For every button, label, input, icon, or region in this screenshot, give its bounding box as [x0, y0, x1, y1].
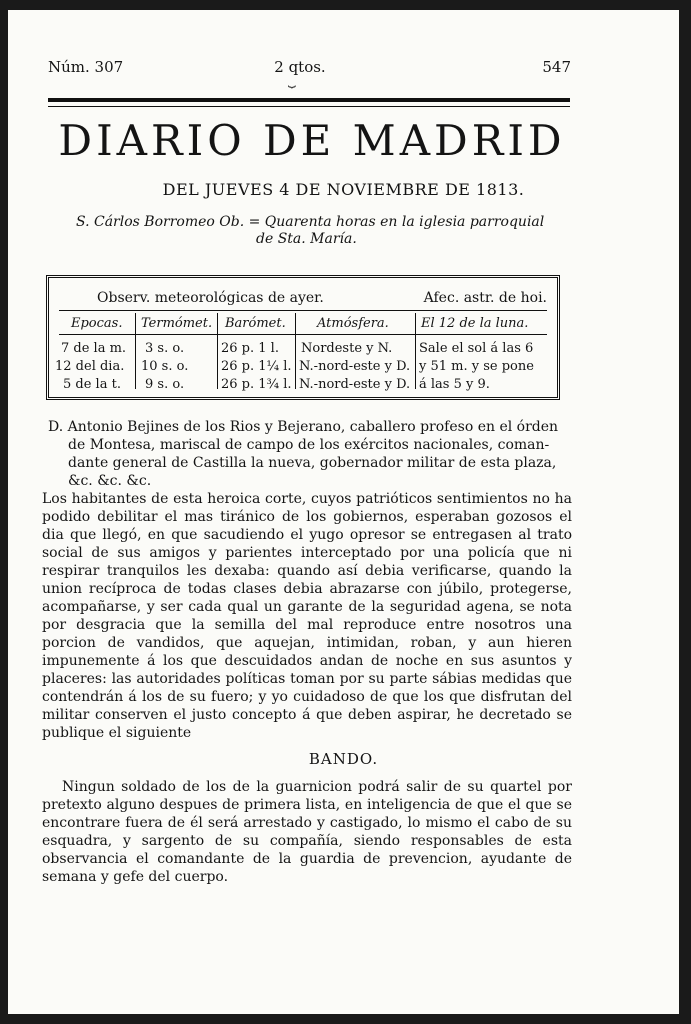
- weather-observations-table: Observ. meteorológicas de ayer. Afec. astr. de hoi. Epocas. Termómet. Barómet. Atmósfera. El 12 de la luna. 7 de la m. 3 s. o. 26 p. 1 l. Nordeste y N. Sale el sol á las 6 12 del dia. 10 s. o. 26 p. 1¼ l. N.-nord-este y D. y 51 m. y se pone 5 de la t. 9 s. o. 26 p. 1¾ l. N.-nord-este y D. á las 5 y 9.: [46, 275, 560, 400]
- column-header-barometro: Barómet.: [225, 316, 286, 331]
- bando-heading: BANDO.: [308, 750, 379, 768]
- top-rule: [48, 98, 570, 102]
- bando-paragraph: Ningun soldado de los de la guarnicion podrá salir de su quartel por pretexto alguno despues de primera lista, en inteligencia de que el que se encontrare fuera de él será arrestado y castigado, lo mismo el cabo de su esquadra, y sargento de su compañía, siendo responsables de esta observancia el comandante de la guardia de prevencion, ayudante de semana y gefe del cuerpo.: [42, 779, 572, 885]
- newspaper-page: [8, 10, 679, 1014]
- decree-line: dante general de Castilla la nueva, gobernador militar de esta plaza,: [68, 455, 557, 471]
- page-number: 547: [542, 58, 571, 76]
- table-rule: [59, 334, 547, 335]
- column-header-luna: El 12 de la luna.: [421, 316, 529, 331]
- saint-line-2: de Sta. María.: [256, 231, 357, 247]
- column-divider: [217, 313, 218, 389]
- column-divider: [135, 313, 136, 389]
- table-rule: [59, 310, 547, 311]
- decree-line: de Montesa, mariscal de campo de los exércitos nacionales, coman-: [68, 437, 550, 453]
- column-header-termometro: Termómet.: [141, 316, 213, 331]
- issue-number: Núm. 307: [48, 58, 124, 76]
- column-header-epocas: Epocas.: [71, 316, 123, 331]
- bando-text: [42, 778, 572, 886]
- masthead-date: DEL JUEVES 4 DE NOVIEMBRE DE 1813.: [162, 180, 525, 199]
- brace-ornament: ⏟: [288, 74, 296, 89]
- decree-text: [42, 418, 572, 742]
- column-divider: [295, 313, 296, 389]
- saint-line-1: S. Cárlos Borromeo Ob. = Quarenta horas en la iglesia parroquial: [76, 214, 545, 230]
- saint-of-day: [76, 214, 544, 248]
- decree-body: Los habitantes de esta heroica corte, cuyos patrióticos sentimientos no ha podido debilitar el mas tiránico de los gobiernos, esperaban gozosos el dia que llegó, en que sacudiendo el yugo opresor se entregasen al trato social de sus amigos y parientes interceptado por una policía que ni respirar tranquilos les dexaba: quando así debia verificarse, quando la union recíproca de todas clases debia abrazarse con júbilo, protegerse, acompañarse, y ser cada qual un garante de la seguridad agena, se nota por desgracia que la semilla del mal reproduce entre nosotros una porcion de vandidos, que aquejan, intimidan, roban, y aun hieren impunemente á los que descuidados andan de noche en sus asuntos y placeres: las autoridades políticas toman por su parte sábias medidas que contendrán á los de su fuero; y yo cuidadoso de que los que disfrutan del militar conserven el justo concepto á que deben aspirar, he decretado se publique el siguiente: [42, 491, 572, 741]
- decree-line: &c. &c. &c.: [68, 473, 152, 489]
- column-header-atmosfera: Atmósfera.: [317, 316, 389, 331]
- observations-heading: Observ. meteorológicas de ayer.: [97, 290, 324, 306]
- decree-line: D. Antonio Bejines de los Rios y Bejerano, caballero profeso en el órden: [48, 419, 559, 435]
- masthead-title: DIARIO DE MADRID: [58, 116, 566, 165]
- astronomy-heading: Afec. astr. de hoi.: [423, 290, 547, 306]
- column-divider: [415, 313, 416, 389]
- issue-price: 2 qtos.: [274, 58, 326, 76]
- top-rule-thin: [48, 106, 570, 107]
